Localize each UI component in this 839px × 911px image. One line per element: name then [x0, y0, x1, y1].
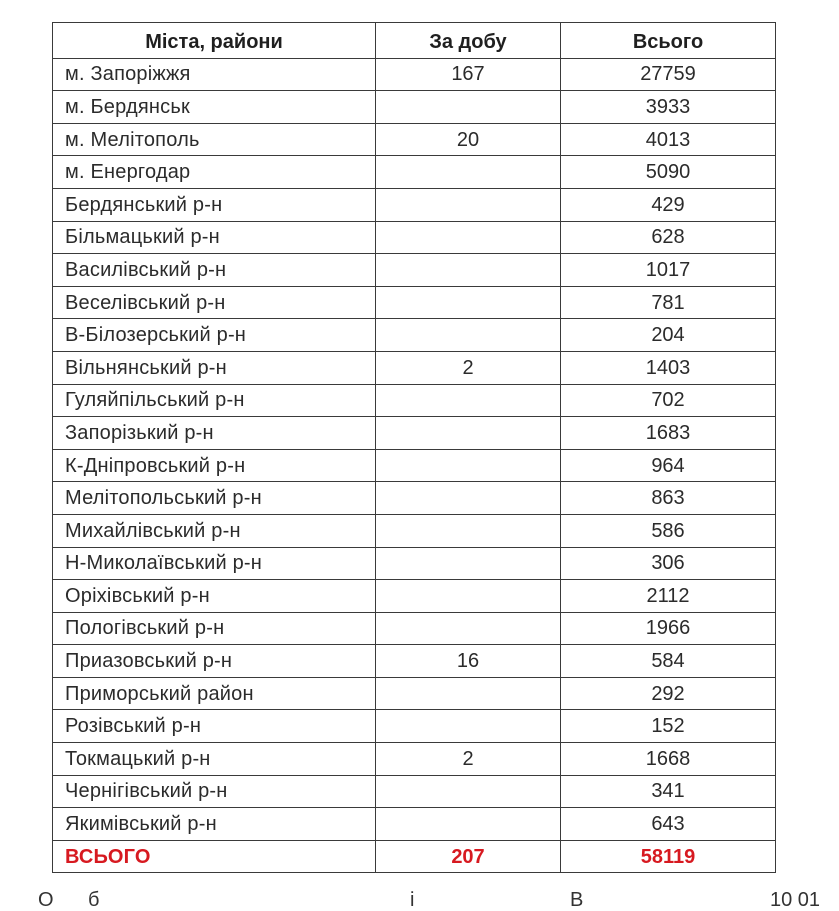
cell-per-day: 167	[376, 58, 561, 91]
cell-location-name: Приазовський р-н	[53, 645, 376, 678]
cell-location-name: Пологівський р-н	[53, 612, 376, 645]
cell-location-name: К-Дніпровський р-н	[53, 449, 376, 482]
cell-per-day	[376, 156, 561, 189]
table-row	[53, 482, 776, 515]
cell-total: 586	[561, 514, 776, 547]
cell-location-name: м. Енергодар	[53, 156, 376, 189]
cell-per-day	[376, 775, 561, 808]
cell-total: 27759	[561, 58, 776, 91]
cell-total: 152	[561, 710, 776, 743]
table-total-row	[53, 840, 776, 873]
cell-location-name: м. Мелітополь	[53, 123, 376, 156]
cell-total: 964	[561, 449, 776, 482]
cutoff-caption-text: О б і В 10 01	[38, 889, 821, 911]
cell-per-day	[376, 417, 561, 450]
cell-location-name: Токмацький р-н	[53, 743, 376, 776]
cell-total: 306	[561, 547, 776, 580]
total-all: 58119	[561, 840, 776, 873]
cell-per-day	[376, 580, 561, 613]
cell-per-day: 20	[376, 123, 561, 156]
cell-per-day	[376, 319, 561, 352]
cell-total: 1668	[561, 743, 776, 776]
table-row	[53, 286, 776, 319]
cell-per-day	[376, 188, 561, 221]
cell-total: 863	[561, 482, 776, 515]
table-row	[53, 677, 776, 710]
cell-location-name: Бердянський р-н	[53, 188, 376, 221]
cell-location-name: Михайлівський р-н	[53, 514, 376, 547]
cell-per-day	[376, 449, 561, 482]
cell-location-name: Більмацький р-н	[53, 221, 376, 254]
table-row	[53, 612, 776, 645]
table-row	[53, 449, 776, 482]
cell-total: 781	[561, 286, 776, 319]
cell-per-day	[376, 677, 561, 710]
table-row	[53, 580, 776, 613]
cell-location-name: м. Бердянськ	[53, 91, 376, 124]
table-row	[53, 188, 776, 221]
cell-per-day	[376, 91, 561, 124]
cell-per-day: 16	[376, 645, 561, 678]
cell-per-day	[376, 482, 561, 515]
table-row	[53, 645, 776, 678]
cell-total: 643	[561, 808, 776, 841]
cell-location-name: Гуляйпільський р-н	[53, 384, 376, 417]
header-per-day: За добу	[376, 23, 561, 59]
header-cities-districts: Міста, райони	[53, 23, 376, 59]
table-row	[53, 808, 776, 841]
cell-location-name: Оріхівський р-н	[53, 580, 376, 613]
cell-total: 702	[561, 384, 776, 417]
cell-total: 292	[561, 677, 776, 710]
table-row	[53, 710, 776, 743]
cell-per-day	[376, 808, 561, 841]
cell-per-day	[376, 286, 561, 319]
cell-location-name: Запорізький р-н	[53, 417, 376, 450]
cell-per-day	[376, 547, 561, 580]
cell-location-name: Розівський р-н	[53, 710, 376, 743]
table-row	[53, 514, 776, 547]
table-row	[53, 58, 776, 91]
cell-total: 429	[561, 188, 776, 221]
cell-total: 584	[561, 645, 776, 678]
cell-total: 2112	[561, 580, 776, 613]
table-header-row	[53, 23, 776, 59]
cell-location-name: В-Білозерський р-н	[53, 319, 376, 352]
total-per-day: 207	[376, 840, 561, 873]
cell-location-name: Приморський район	[53, 677, 376, 710]
table-row	[53, 775, 776, 808]
table-row	[53, 156, 776, 189]
cell-total: 204	[561, 319, 776, 352]
cell-total: 341	[561, 775, 776, 808]
table-row	[53, 319, 776, 352]
cell-location-name: Чернігівський р-н	[53, 775, 376, 808]
cell-per-day	[376, 612, 561, 645]
table-row	[53, 547, 776, 580]
cell-per-day	[376, 221, 561, 254]
table-row	[53, 221, 776, 254]
table-row	[53, 123, 776, 156]
cell-total: 1966	[561, 612, 776, 645]
table-row	[53, 384, 776, 417]
cell-location-name: Якимівський р-н	[53, 808, 376, 841]
cell-location-name: Мелітопольський р-н	[53, 482, 376, 515]
cell-total: 5090	[561, 156, 776, 189]
header-total: Всього	[561, 23, 776, 59]
cell-per-day	[376, 514, 561, 547]
cell-total: 1683	[561, 417, 776, 450]
cell-per-day: 2	[376, 351, 561, 384]
table-row	[53, 91, 776, 124]
cell-location-name: Веселівський р-н	[53, 286, 376, 319]
table-body	[53, 58, 776, 873]
table-row	[53, 743, 776, 776]
cell-total: 3933	[561, 91, 776, 124]
cell-total: 1403	[561, 351, 776, 384]
cell-location-name: м. Запоріжжя	[53, 58, 376, 91]
table-row	[53, 351, 776, 384]
cell-per-day	[376, 384, 561, 417]
cell-per-day: 2	[376, 743, 561, 776]
cell-total: 1017	[561, 254, 776, 287]
cell-per-day	[376, 254, 561, 287]
table-row	[53, 254, 776, 287]
cell-location-name: Василівський р-н	[53, 254, 376, 287]
total-label: ВСЬОГО	[53, 840, 376, 873]
cell-location-name: Н-Миколаївський р-н	[53, 547, 376, 580]
table-row	[53, 417, 776, 450]
covid-cases-table	[52, 22, 776, 873]
cell-per-day	[376, 710, 561, 743]
cell-location-name: Вільнянський р-н	[53, 351, 376, 384]
cell-total: 628	[561, 221, 776, 254]
cell-total: 4013	[561, 123, 776, 156]
